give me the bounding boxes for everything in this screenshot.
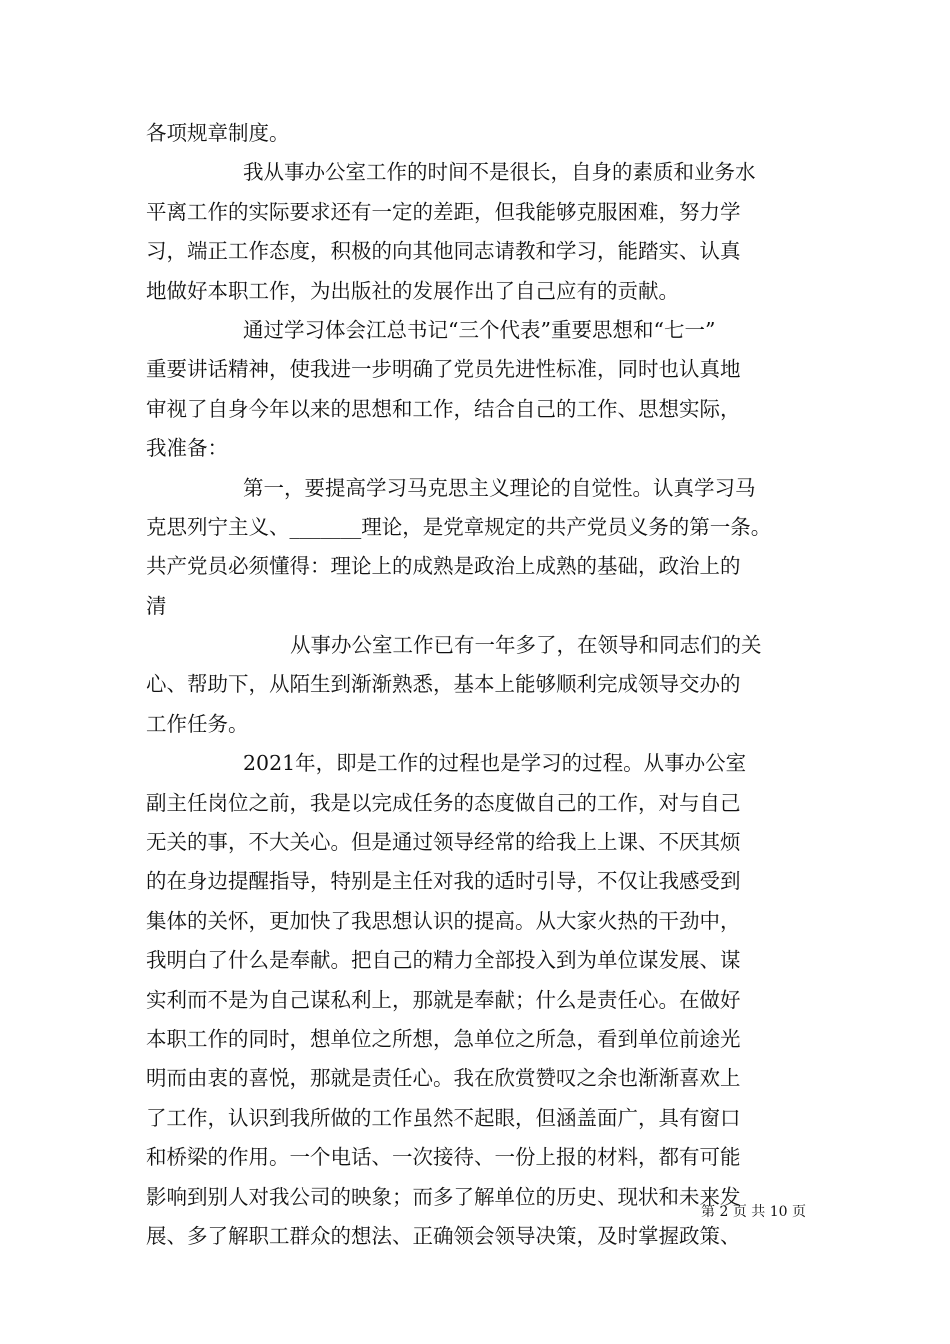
text-line: 我准备： [146, 436, 228, 461]
text-line: 影响到别人对我公司的映象；而多了解单位的历史、现状和未来发 [146, 1184, 741, 1209]
paragraph [146, 744, 836, 1256]
text-line: 重要讲话精神，使我进一步明确了党员先进性标准，同时也认真地 [146, 357, 741, 382]
text-line: 的在身边提醒指导，特别是主任对我的适时引导，不仅让我感受到 [146, 869, 741, 894]
text-line: 共产党员必须懂得：理论上的成熟是政治上成熟的基础，政治上的 [146, 554, 741, 579]
paragraph [146, 153, 836, 311]
text-line: 实利而不是为自己谋私利上，那就是奉献；什么是责任心。在做好 [146, 987, 741, 1012]
text-line: 集体的关怀，更加快了我思想认识的提高。从大家火热的干劲中， [146, 908, 741, 933]
text-line: 各项规章制度。 [146, 121, 290, 145]
paragraph [146, 626, 836, 744]
document-body [146, 114, 836, 1256]
text-line: 和桥梁的作用。一个电话、一次接待、一份上报的材料，都有可能 [146, 1145, 741, 1170]
text-line: 习，端正工作态度，积极的向其他同志请教和学习，能踏实、认真 [146, 239, 741, 264]
text-line: 清 [146, 593, 167, 618]
text-line: 心、帮助下，从陌生到渐渐熟悉，基本上能够顺利完成领导交办的 [146, 672, 741, 697]
text-line: 我从事办公室工作的时间不是很长，自身的素质和业务水 [243, 160, 756, 185]
paragraph [146, 311, 836, 469]
text-line: 副主任岗位之前，我是以完成任务的态度做自己的工作，对与自己 [146, 790, 741, 815]
text-line: 我明白了什么是奉献。把自己的精力全部投入到为单位谋发展、谋 [146, 948, 741, 973]
text-line: 通过学习体会江总书记“三个代表”重要思想和“七一” [243, 317, 716, 342]
text-line: 克思列宁主义、_______理论，是党章规定的共产党员义务的第一条。 [146, 514, 772, 539]
page-number-footer: 第 2 页 共 10 页 [701, 1204, 806, 1220]
text-line: 了工作，认识到我所做的工作虽然不起眼，但涵盖面广，具有窗口 [146, 1105, 741, 1130]
paragraph [146, 114, 836, 153]
text-line: 从事办公室工作已有一年多了，在领导和同志们的关 [290, 633, 762, 658]
text-line: 无关的事，不大关心。但是通过领导经常的给我上上课、不厌其烦 [146, 830, 741, 855]
text-line: 平离工作的实际要求还有一定的差距，但我能够克服困难，努力学 [146, 199, 741, 224]
text-line: 本职工作的同时，想单位之所想，急单位之所急，看到单位前途光 [146, 1026, 741, 1051]
text-line: 2021年，即是工作的过程也是学习的过程。从事办公室 [243, 751, 747, 776]
text-line: 地做好本职工作，为出版社的发展作出了自己应有的贡献。 [146, 278, 679, 303]
text-line: 审视了自身今年以来的思想和工作，结合自己的工作、思想实际， [146, 396, 741, 421]
text-line: 明而由衷的喜悦，那就是责任心。我在欣赏赞叹之余也渐渐喜欢上 [146, 1066, 741, 1091]
text-line: 工作任务。 [146, 711, 249, 736]
text-line: 展、多了解职工群众的想法、正确领会领导决策，及时掌握政策、 [146, 1223, 741, 1248]
paragraph [146, 469, 836, 627]
text-line: 第一，要提高学习马克思主义理论的自觉性。认真学习马 [243, 475, 756, 500]
